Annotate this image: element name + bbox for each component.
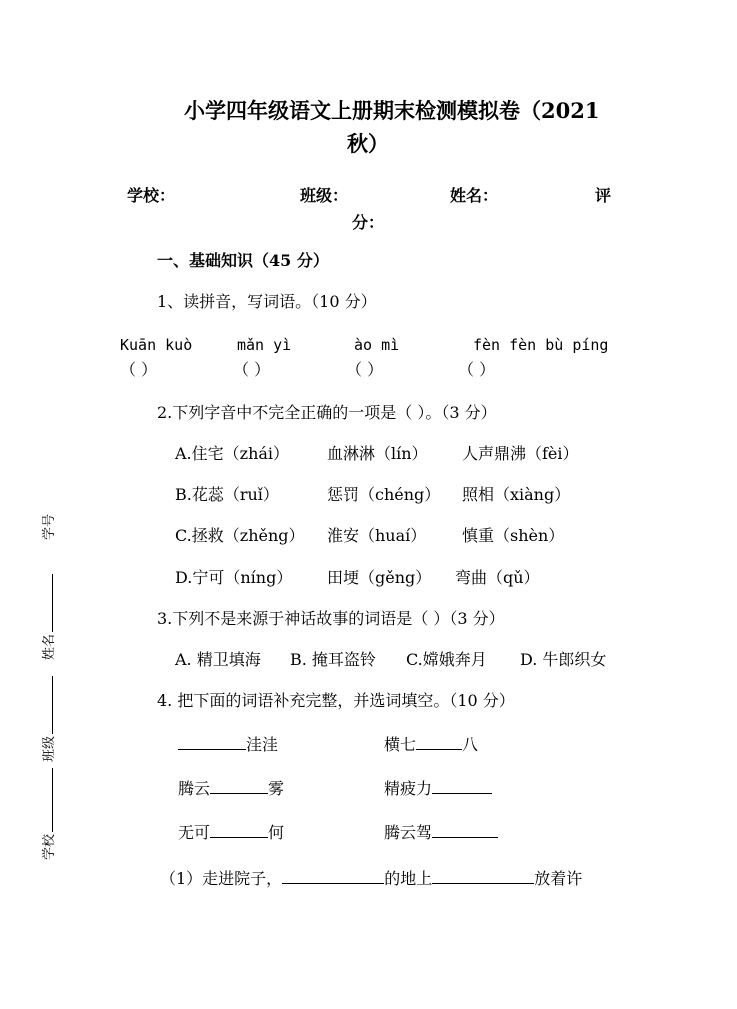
fill-sentence-part3: 放着许 xyxy=(534,869,583,888)
score-label-part1: 评 xyxy=(595,186,612,205)
word-4-head: 精疲力 xyxy=(384,779,433,798)
fill-sentence-part1: （1）走进院子， xyxy=(160,869,283,888)
blank-4[interactable] xyxy=(432,779,492,794)
answer-bracket-2[interactable]: （ ） xyxy=(233,360,271,379)
side-xingming-label: 姓名 xyxy=(42,633,57,660)
blank-5[interactable] xyxy=(210,823,268,838)
q2-option-b-3: 照相（xiàng） xyxy=(462,485,571,504)
side-banji xyxy=(42,676,58,762)
q3-option-d: D. 牛郎织女 xyxy=(520,650,607,669)
fill-blank-1[interactable] xyxy=(282,869,384,884)
score-label-part2: 分： xyxy=(352,213,385,232)
side-banji-label: 班级 xyxy=(42,735,57,762)
word-3-tail: 雾 xyxy=(268,779,285,798)
school-label: 学校： xyxy=(127,186,176,205)
answer-bracket-4[interactable]: （ ） xyxy=(458,360,496,379)
side-xingming-line[interactable] xyxy=(42,574,53,632)
blank-3[interactable] xyxy=(210,779,268,794)
q2-option-a-3: 人声鼎沸（fèi） xyxy=(462,444,579,463)
word-2-tail: 八 xyxy=(462,735,479,754)
word-5-head: 无可 xyxy=(178,823,211,842)
side-banji-line[interactable] xyxy=(42,676,53,734)
fill-sentence-part2: 的地上 xyxy=(384,869,433,888)
word-fill-4 xyxy=(384,779,492,799)
word-fill-2 xyxy=(384,735,478,755)
side-xuexiao-label: 学校 xyxy=(42,833,57,860)
q3-option-b: B. 掩耳盗铃 xyxy=(290,650,376,669)
question-2-label: 2.下列字音中不完全正确的一项是（ ）。（3 分） xyxy=(157,403,497,422)
word-5-tail: 何 xyxy=(268,823,285,842)
pinyin-4: fèn fèn bù píng xyxy=(473,336,609,354)
class-label: 班级： xyxy=(300,186,349,205)
side-xuehao-label: 学号 xyxy=(42,513,57,540)
fill-sentence-1 xyxy=(160,869,582,889)
q2-option-d-1: D.宁可（níng） xyxy=(175,568,293,587)
q2-option-a-1: A.住宅（zhái） xyxy=(175,444,290,463)
page-title-line2: 秋） xyxy=(347,131,389,156)
side-xingming xyxy=(42,574,58,660)
word-1-tail: 洼洼 xyxy=(246,735,279,754)
side-xuehao xyxy=(42,514,58,540)
pinyin-3: ào mì xyxy=(354,336,400,354)
q3-option-a: A. 精卫填海 xyxy=(175,650,261,669)
word-fill-1 xyxy=(178,735,278,755)
q2-option-b-1: B.花蕊（ruǐ） xyxy=(175,485,279,504)
blank-6[interactable] xyxy=(432,823,498,838)
word-fill-6 xyxy=(384,823,498,843)
q3-option-c: C.嫦娥奔月 xyxy=(406,650,487,669)
q2-option-c-1: C.拯救（zhěng） xyxy=(175,526,305,545)
word-fill-5 xyxy=(178,823,284,843)
fill-blank-2[interactable] xyxy=(432,869,534,884)
side-xuexiao xyxy=(42,768,58,860)
q2-option-c-3: 慎重（shèn） xyxy=(462,526,565,545)
section-heading: 一、基础知识（45 分） xyxy=(157,251,329,270)
word-2-head: 横七 xyxy=(384,735,417,754)
q2-option-a-2: 血淋淋（lín） xyxy=(327,444,428,463)
blank-1[interactable] xyxy=(178,735,246,750)
pinyin-1: Kuān kuò xyxy=(120,336,193,354)
q2-option-c-2: 淮安（huaí） xyxy=(327,526,427,545)
page-title-line1: 小学四年级语文上册期末检测模拟卷（2021 xyxy=(184,98,600,123)
q2-option-d-3: 弯曲（qǔ） xyxy=(455,568,540,587)
name-label: 姓名： xyxy=(450,186,499,205)
question-1-label: 1、读拼音，写词语。（10 分） xyxy=(157,292,377,311)
side-xuexiao-line[interactable] xyxy=(42,768,53,832)
question-3-label: 3.下列不是来源于神话故事的词语是（ ）（3 分） xyxy=(157,609,505,628)
word-fill-3 xyxy=(178,779,284,799)
pinyin-2: mǎn yì xyxy=(237,336,292,354)
q2-option-b-2: 惩罚（chéng） xyxy=(327,485,441,504)
q2-option-d-2: 田埂（gěng） xyxy=(327,568,432,587)
blank-2[interactable] xyxy=(416,735,462,750)
answer-bracket-1[interactable]: （ ） xyxy=(120,360,158,379)
word-3-head: 腾云 xyxy=(178,779,211,798)
answer-bracket-3[interactable]: （ ） xyxy=(346,360,384,379)
question-4-label: 4. 把下面的词语补充完整，并选词填空。（10 分） xyxy=(157,691,515,710)
word-6-head: 腾云驾 xyxy=(384,823,433,842)
